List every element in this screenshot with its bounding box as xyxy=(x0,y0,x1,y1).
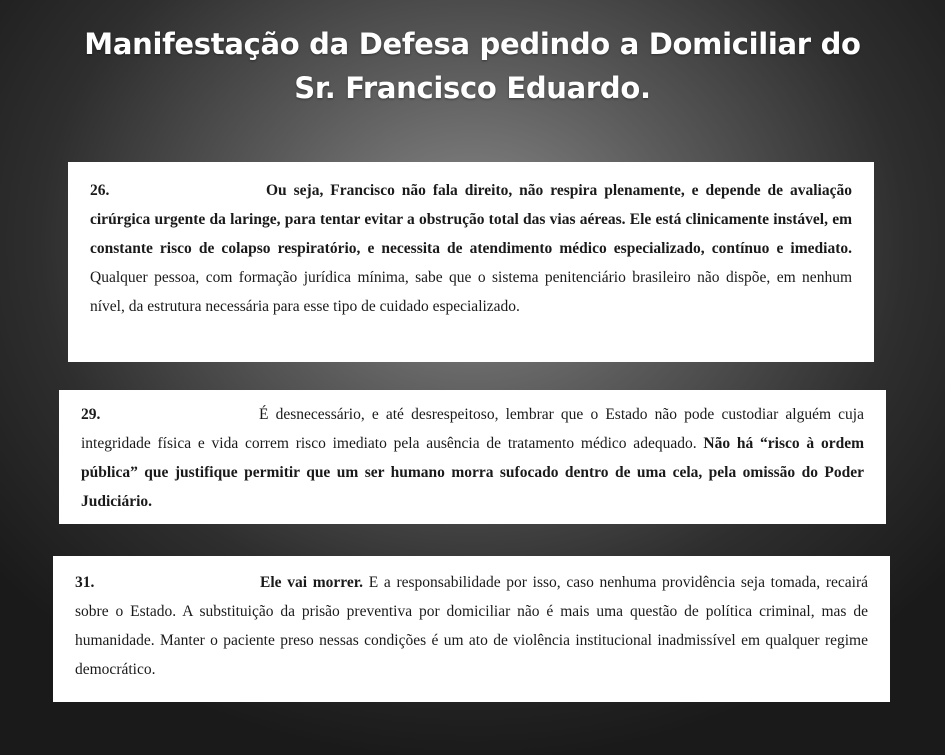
headline-line-2: Sr. Francisco Eduardo. xyxy=(294,71,651,105)
paragraph-bold-text: Ou seja, Francisco não fala direito, não respira plenamente, e depende de avaliação cirúrgica urgente da laringe, para tentar evitar a obstrução total das vias aéreas. Ele está clinicamente instável, em constante risco de colapso respiratório, e necessita de atendimento médico especializado, contínuo e imediato. xyxy=(90,182,852,257)
paragraph-text: E a responsabilidade por isso, caso nenhuma providência seja tomada, recairá sobre o Estado. A substituição da prisão preventiva por domiciliar não é mais uma questão de política criminal, mas de humanidade. Manter o paciente preso nessas condições é um ato de violência institucional inadmissível em qualquer regime democrático. xyxy=(75,574,869,678)
paragraph-text: Qualquer pessoa, com formação jurídica mínima, sabe que o sistema penitenciário brasileiro não dispõe, em nenhum nível, da estrutura necessária para esse tipo de cuidado especializado. xyxy=(90,269,852,315)
paragraph-number: 31. xyxy=(75,574,95,591)
paragraph-number: 29. xyxy=(81,406,101,423)
excerpt-card-29 xyxy=(59,390,886,524)
excerpt-card-31 xyxy=(53,556,890,702)
paragraph-text: É desnecessário, e até desrespeitoso, lembrar que o Estado não pode custodiar alguém cuja integridade física e vida correm risco imediato pela ausência de tratamento médico adequado. xyxy=(81,406,864,452)
paragraph-bold-text: Ele vai morrer. xyxy=(260,574,364,591)
excerpt-card-26 xyxy=(68,162,874,362)
paragraph-31 xyxy=(75,568,868,684)
headline xyxy=(0,22,945,110)
paragraph-26 xyxy=(90,176,852,321)
paragraph-number: 26. xyxy=(90,182,110,199)
paragraph-bold-text: Não há “risco à ordem pública” que justifique permitir que um ser humano morra sufocado dentro de uma cela, pela omissão do Poder Judiciário. xyxy=(81,435,864,510)
headline-line-1: Manifestação da Defesa pedindo a Domiciliar do xyxy=(84,27,861,61)
paragraph-29 xyxy=(81,400,864,516)
